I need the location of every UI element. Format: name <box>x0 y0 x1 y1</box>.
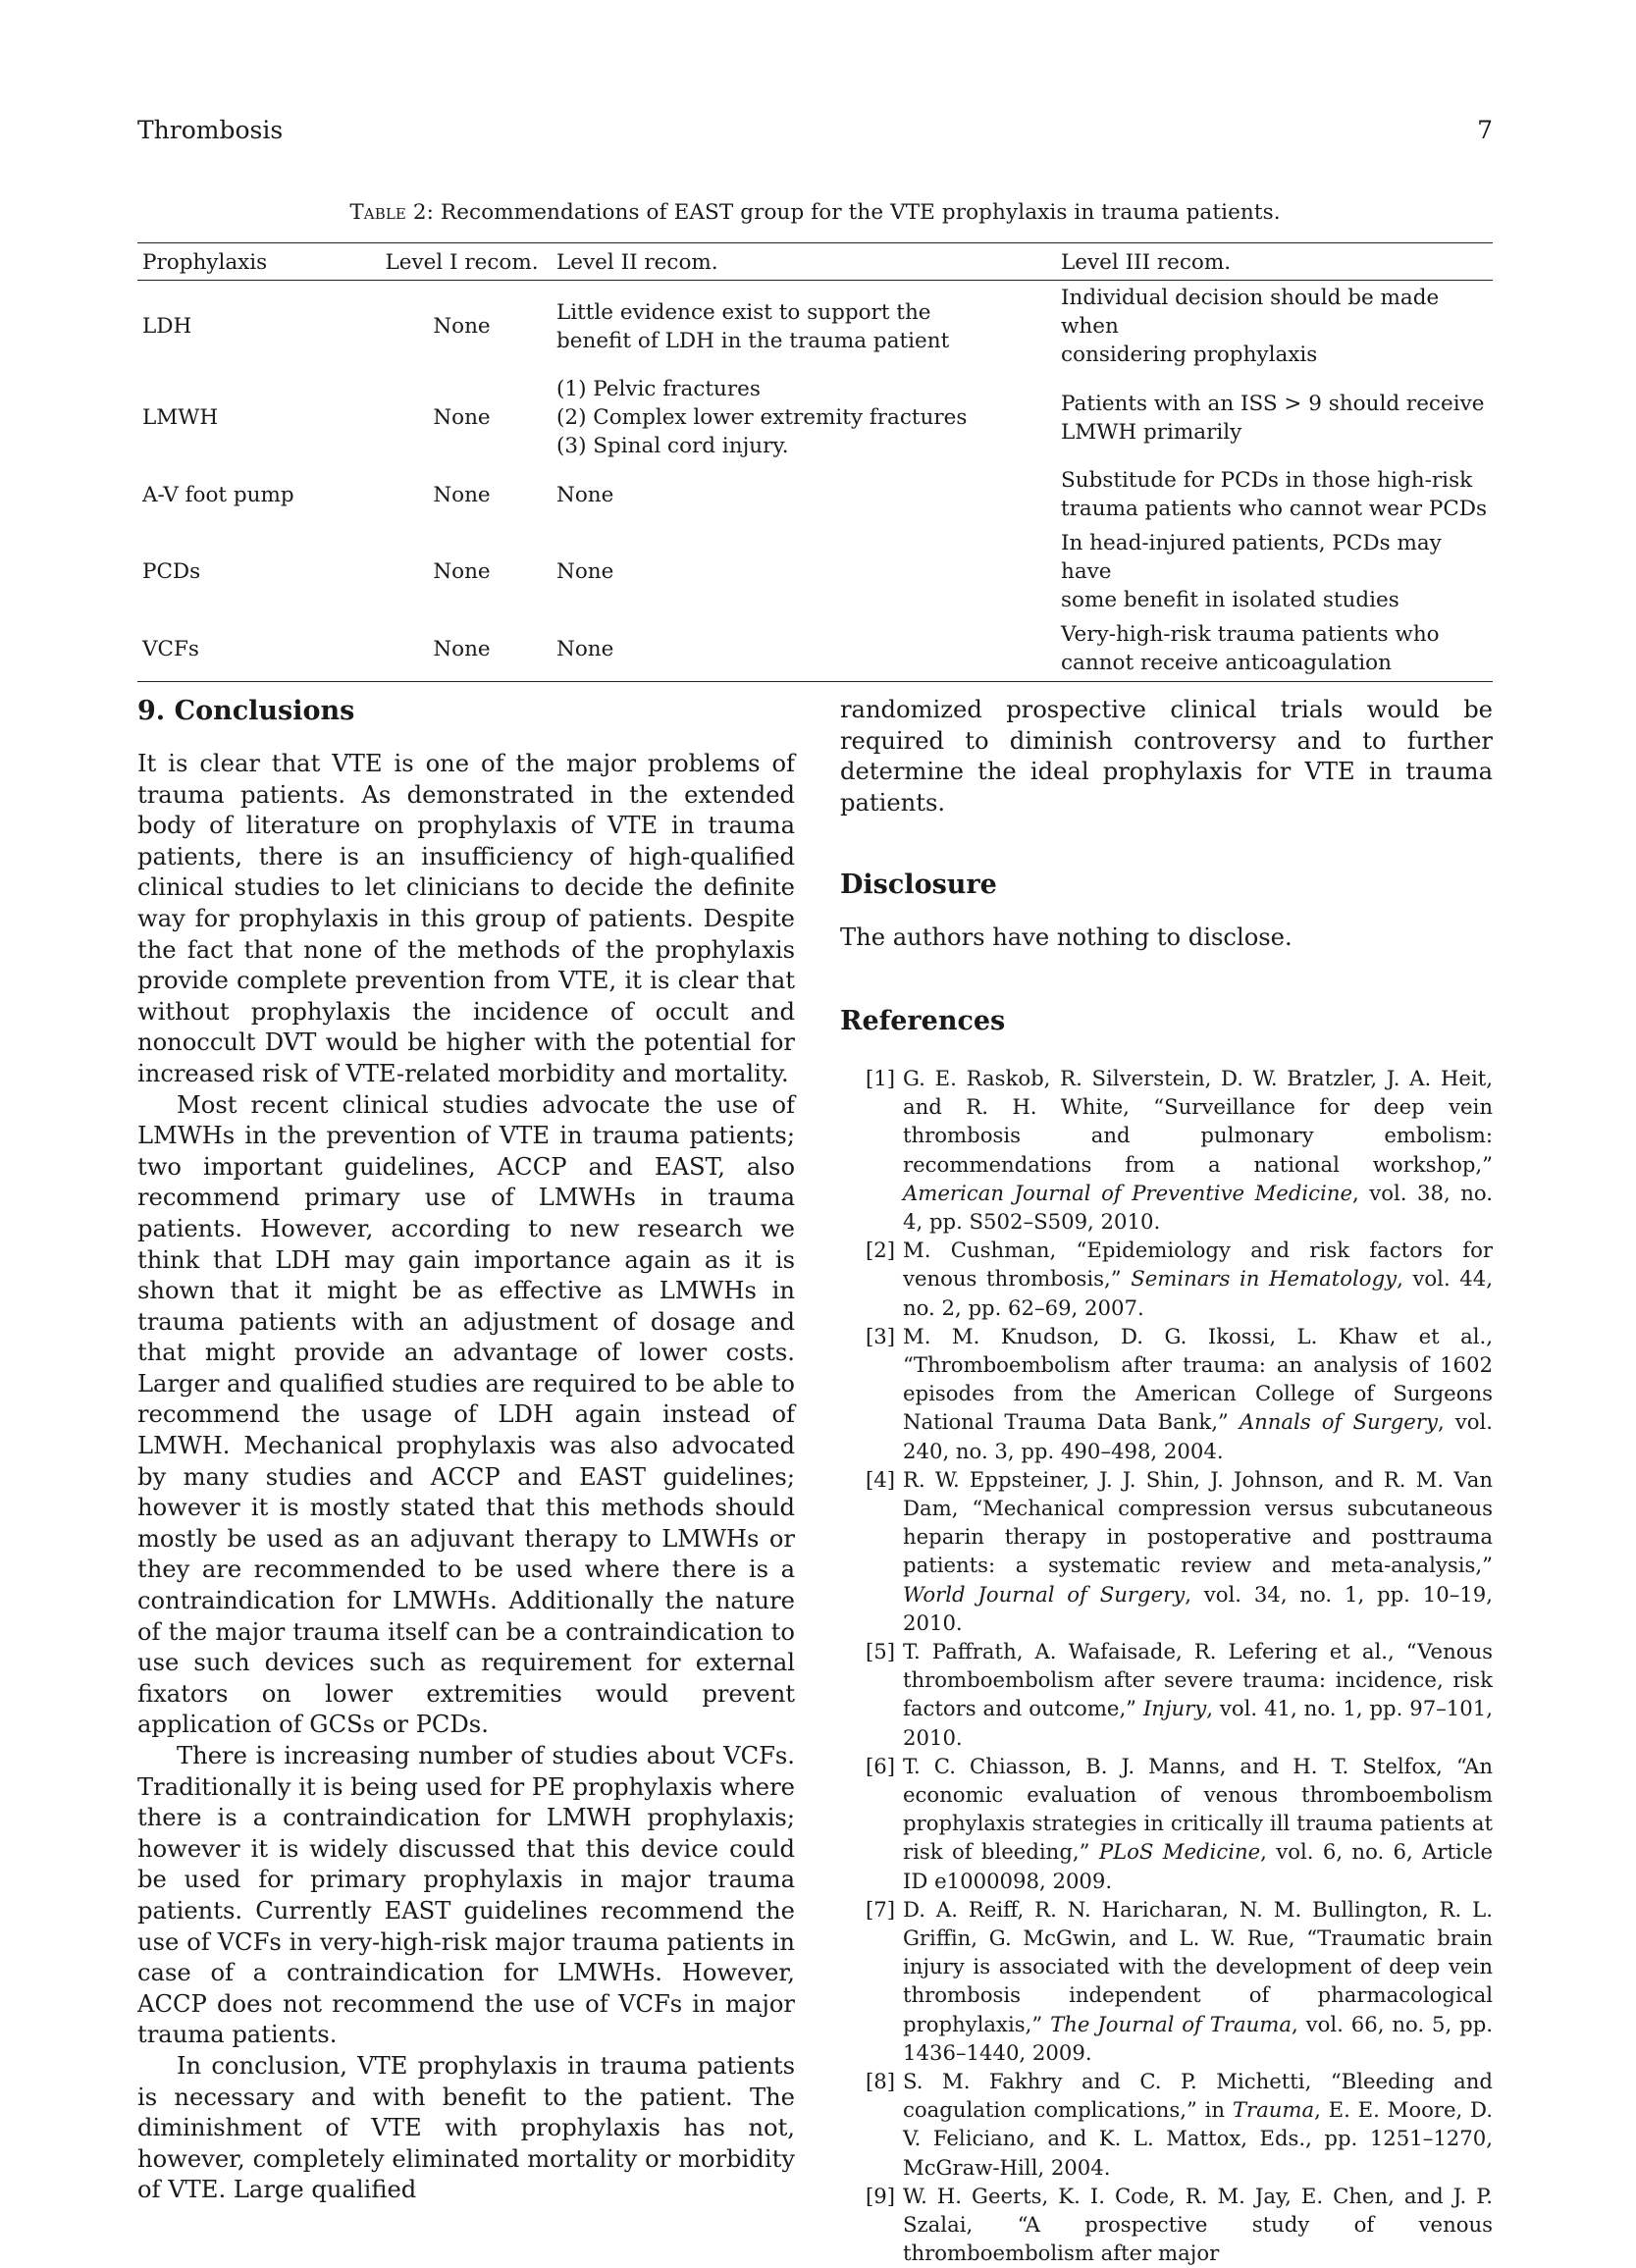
page-number: 7 <box>1477 116 1493 144</box>
body-paragraph: Most recent clinical studies advocate the use of LMWHs in the prevention of VTE in trauma patients; two important guidelines, ACCP and EAST, also recommend primary use of LMWHs in trauma patients. However, according to new research we think that LDH may gain importance again as it is shown that it might be as effective as LMWHs in trauma patients with an adjustment of dosage and that might provide an advantage of lower costs. Larger and qualified studies are required to be able to recommend the usage of LDH again instead of LMWH. Mechanical prophylaxis was also advocated by many studies and ACCP and EAST guidelines; however it is mostly stated that this methods should mostly be used as an adjuvant therapy to LMWHs or they are recommended to be used where there is a contraindication for LMWHs. Additionally the nature of the major trauma itself can be a contraindication to use such devices such as requirement for external fixators on lower extremities would prevent application of GCSs or PCDs. <box>137 1090 795 1739</box>
reference-item <box>840 2067 1493 2182</box>
table-row <box>137 526 1493 617</box>
table-header-row <box>137 243 1493 281</box>
cell-line: cannot receive anticoagulation <box>1061 651 1392 675</box>
table-cell <box>552 617 1056 682</box>
cell-line: Patients with an ISS > 9 should receive <box>1061 391 1485 416</box>
reference-details: , vol. 240, no. 3, pp. 490–498, 2004. <box>903 1409 1493 1463</box>
reference-number: [3] <box>865 1323 895 1348</box>
table-cell <box>1056 526 1493 617</box>
reference-number: [1] <box>865 1065 895 1090</box>
column-header: Prophylaxis <box>137 243 372 281</box>
reference-item <box>840 1895 1493 2067</box>
reference-authors-title: T. C. Chiasson, B. J. Manns, and H. T. Stelfox, “An economic evaluation of venous thromboembolism prophylaxis strategies in critically ill trauma patients at risk of bleeding,” <box>903 1753 1493 1865</box>
cell-line: (2) Complex lower extremity fractures <box>556 405 968 430</box>
table-cell <box>552 372 1056 463</box>
body-paragraph: In conclusion, VTE prophylaxis in trauma patients is necessary and with benefit to the patient. The diminishment of VTE with prophylaxis has not, however, completely eliminated mortality or morbidity of VTE. Large qualified <box>137 2051 795 2204</box>
cell-line: None <box>556 559 614 584</box>
reference-journal: Trauma <box>1232 2097 1315 2123</box>
table-caption-text: : Recommendations of EAST group for the VTE prophylaxis in trauma patients. <box>426 200 1281 225</box>
reference-authors-title: T. Paffrath, A. Wafaisade, R. Lefering et al., “Venous thromboembolism after severe trauma: incidence, risk factors and outcome,” <box>903 1639 1493 1721</box>
table-row <box>137 463 1493 526</box>
cell-line: None <box>556 482 614 507</box>
reference-item <box>840 1637 1493 1752</box>
column-header: Level II recom. <box>552 243 1056 281</box>
reference-journal: PLoS Medicine <box>1098 1839 1261 1865</box>
cell-line: some benefit in isolated studies <box>1061 588 1399 612</box>
reference-authors-title: M. M. Knudson, D. G. Ikossi, L. Khaw et al., “Thromboembolism after trauma: an analysis of 1602 episodes from the American College of Surgeons National Trauma Data Bank,” <box>903 1323 1493 1435</box>
reference-authors-title: D. A. Reiff, R. N. Haricharan, N. M. Bullington, R. L. Griffin, G. McGwin, and L. W. Rue, “Traumatic brain injury is associated with the development of deep vein thrombosis independent of pharmacological prophylaxis,” <box>903 1896 1493 2036</box>
reference-details: , vol. 44, no. 2, pp. 62–69, 2007. <box>903 1266 1493 1320</box>
cell-line: (1) Pelvic fractures <box>556 377 761 401</box>
reference-item <box>840 1465 1493 1637</box>
reference-details: , vol. 6, no. 6, Article ID e1000098, 2009. <box>903 1839 1494 1893</box>
left-column <box>137 695 795 2206</box>
table-cell <box>1056 463 1493 526</box>
table-cell: None <box>433 559 491 584</box>
references-heading: References <box>840 1005 1006 1036</box>
conclusions-heading: 9. Conclusions <box>137 696 355 726</box>
table-cell <box>552 281 1056 373</box>
column-header: Level I recom. <box>372 243 552 281</box>
reference-item <box>840 1752 1493 1895</box>
reference-journal: Injury <box>1142 1696 1207 1721</box>
right-column <box>840 695 1493 2268</box>
reference-number: [4] <box>865 1466 895 1492</box>
table-row <box>137 281 1493 373</box>
table-cell: LDH <box>142 314 192 339</box>
reference-number: [9] <box>865 2183 895 2208</box>
reference-journal: Annals of Surgery <box>1239 1409 1438 1435</box>
cell-line: In head-injured patients, PCDs may have <box>1061 531 1442 584</box>
reference-details: , vol. 41, no. 1, pp. 97–101, 2010. <box>903 1696 1493 1750</box>
reference-details: , E. E. Moore, D. V. Feliciano, and K. L. Mattox, Eds., pp. 1251–1270, McGraw-Hill, 2004. <box>903 2097 1494 2180</box>
table-cell: PCDs <box>142 559 201 584</box>
reference-journal: The Journal of Trauma <box>1050 2011 1293 2036</box>
reference-journal: American Journal of Preventive Medicine <box>903 1180 1353 1205</box>
reference-item <box>840 2182 1493 2268</box>
reference-journal: World Journal of Surgery <box>903 1581 1186 1607</box>
reference-details: , vol. 66, no. 5, pp. 1436–1440, 2009. <box>903 2011 1493 2065</box>
reference-number: [8] <box>865 2069 895 2094</box>
cell-line: Little evidence exist to support the <box>556 299 931 325</box>
reference-details: , vol. 38, no. 4, pp. S502–S509, 2010. <box>903 1180 1494 1234</box>
reference-authors-title: G. E. Raskob, R. Silverstein, D. W. Bratzler, J. A. Heit, and R. H. White, “Surveillance for deep vein thrombosis and pulmonary embolism: recommendations from a national workshop,” <box>903 1065 1493 1177</box>
disclosure-heading: Disclosure <box>840 870 997 901</box>
disclosure-text: The authors have nothing to disclose. <box>840 923 1293 952</box>
cell-line: Very-high-risk trauma patients who <box>1061 622 1440 647</box>
table-cell <box>552 463 1056 526</box>
table-cell <box>1056 281 1493 373</box>
reference-item <box>840 1322 1493 1465</box>
reference-authors-title: W. H. Geerts, K. I. Code, R. M. Jay, E. Chen, and J. P. Szalai, “A prospective study of venous thromboembolism after major <box>903 2183 1493 2266</box>
body-paragraph: It is clear that VTE is one of the major problems of trauma patients. As demonstrated in the extended body of literature on prophylaxis of VTE in trauma patients, there is an insufficiency of high-qualified clinical studies to let clinicians to decide the definite way for prophylaxis in this group of patients. Despite the fact that none of the methods of the prophylaxis provide complete prevention from VTE, it is clear that without prophylaxis the incidence of occult and nonoccult DVT would be higher with the potential for increased risk of VTE-related morbidity and mortality. <box>137 750 795 1087</box>
cell-line: considering prophylaxis <box>1061 343 1318 367</box>
reference-list <box>840 1064 1493 2268</box>
table-cell: None <box>433 482 491 507</box>
table-cell <box>1056 617 1493 682</box>
table-cell <box>1056 372 1493 463</box>
reference-item <box>840 1064 1493 1236</box>
cell-line: trauma patients who cannot wear PCDs <box>1061 497 1488 521</box>
table-caption <box>137 200 1493 225</box>
cell-line: (3) Spinal cord injury. <box>556 434 789 458</box>
cell-line: LMWH primarily <box>1061 419 1242 445</box>
reference-item <box>840 1236 1493 1322</box>
reference-number: [7] <box>865 1896 895 1922</box>
table-cell: LMWH <box>142 405 219 430</box>
column-header: Level III recom. <box>1056 243 1493 281</box>
reference-number: [5] <box>865 1639 895 1664</box>
reference-details: , vol. 34, no. 1, pp. 10–19, 2010. <box>903 1581 1493 1635</box>
recommendations-table <box>137 242 1493 682</box>
cell-line: None <box>556 636 614 661</box>
cell-line: benefit of LDH in the trauma patient <box>556 328 950 353</box>
reference-number: [2] <box>865 1238 895 1263</box>
table-cell <box>552 526 1056 617</box>
reference-number: [6] <box>865 1753 895 1778</box>
running-head: Thrombosis <box>137 116 284 144</box>
table-cell: None <box>372 617 552 682</box>
table-cell: None <box>433 314 491 339</box>
table-cell: None <box>433 405 491 430</box>
body-paragraph: There is increasing number of studies about VCFs. Traditionally it is being used for PE prophylaxis where there is a contraindication for LMWH prophylaxis; however it is widely discussed that this device could be used for primary prophylaxis in major trauma patients. Currently EAST guidelines recommend the use of VCFs in very-high-risk major trauma patients in case of a contraindication for LMWHs. However, ACCP does not recommend the use of VCFs in major trauma patients. <box>137 1742 795 2049</box>
reference-authors-title: R. W. Eppsteiner, J. J. Shin, J. Johnson, and R. M. Van Dam, “Mechanical compression versus subcutaneous heparin therapy in postoperative and posttrauma patients: a systematic review and meta-analysis,” <box>903 1466 1493 1578</box>
body-paragraph-continued: randomized prospective clinical trials would be required to diminish controversy and to further determine the ideal prophylaxis for VTE in trauma patients. <box>840 696 1493 817</box>
table-cell: A-V foot pump <box>142 482 294 507</box>
reference-authors-title: S. M. Fakhry and C. P. Michetti, “Bleeding and coagulation complications,” in <box>903 2069 1493 2123</box>
reference-journal: Seminars in Hematology <box>1131 1266 1398 1292</box>
table-caption-label: Table 2 <box>349 200 427 225</box>
reference-authors-title: M. Cushman, “Epidemiology and risk factors for venous thrombosis,” <box>903 1238 1493 1292</box>
cell-line: Substitude for PCDs in those high-risk <box>1061 468 1473 493</box>
cell-line: Individual decision should be made when <box>1061 286 1440 339</box>
table-row <box>137 372 1493 463</box>
table-cell: VCFs <box>137 617 372 682</box>
table-row <box>137 617 1493 682</box>
